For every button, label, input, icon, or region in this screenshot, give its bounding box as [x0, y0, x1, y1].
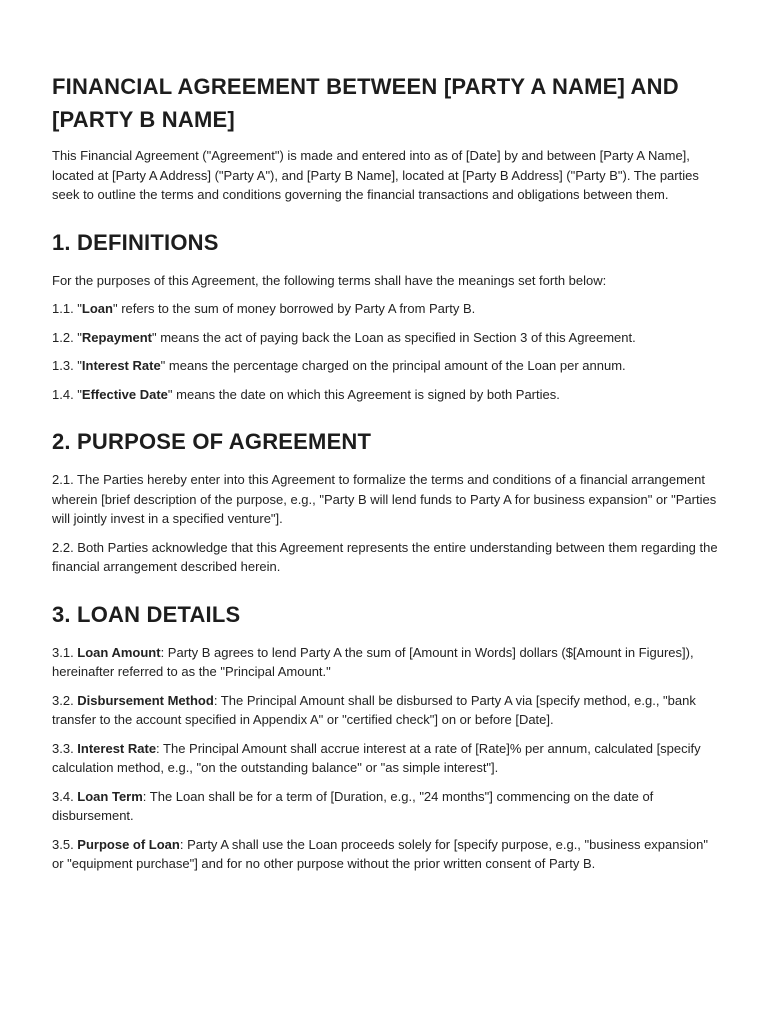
clause-term: Loan Amount — [77, 644, 161, 660]
clause-loan-amount: 3.1. Loan Amount: Party B agrees to lend Party A the sum of [Amount in Words] dollars ($[Amount in Figures]), hereinafter referred to as the "Principal Amount." — [52, 644, 694, 679]
clause-term: Disbursement Method — [77, 692, 214, 708]
paragraph: 2.1. The Parties hereby enter into this Agreement to formalize the terms and conditions of a financial arrangement wherein [brief description of the purpose, e.g., "Party B will lend funds to Party A for business expansion" or "Parties will jointly invest in a specified venture"]. — [52, 472, 717, 526]
defined-term: Effective Date — [81, 386, 168, 402]
section-loan-details — [52, 601, 720, 874]
clause-interest-rate: 3.3. Interest Rate: The Principal Amount shall accrue interest at a rate of [Rate]% per annum, calculated [specify calculation method, e.g., "on the outstanding balance" or "as simple interest"]. — [52, 740, 701, 775]
document-page — [52, 70, 720, 883]
defined-term: Interest Rate — [81, 358, 161, 373]
section-definitions — [52, 229, 720, 405]
clause-term: Purpose of Loan — [77, 836, 180, 852]
section-heading: 3. LOAN DETAILS — [52, 601, 241, 627]
definition-loan: 1.1. "Loan" refers to the sum of money borrowed by Party A from Party B. — [52, 301, 476, 316]
definition-repayment: 1.2. "Repayment" means the act of paying back the Loan as specified in Section 3 of this Agreement. — [52, 329, 636, 345]
clause-disbursement-method: 3.2. Disbursement Method: The Principal Amount shall be disbursed to Party A via [specify method, e.g., "bank transfer to the account specified in Appendix A" or "certified check"] on or before [Date]. — [52, 692, 696, 727]
definition-interest-rate: 1.3. "Interest Rate" means the percentage charged on the principal amount of the Loan per annum. — [52, 358, 626, 373]
defined-term: Repayment — [81, 329, 152, 345]
section-purpose — [52, 428, 720, 577]
defined-term: Loan — [81, 301, 113, 316]
intro-paragraph: This Financial Agreement ("Agreement") is made and entered into as of [Date] by and between [Party A Name], located at [Party A Address] ("Party A"), and [Party B Name], located at [Party B Address] ("Party B"). The parties seek to outline the terms and conditions governing the financial transactions and obligations between them. — [52, 148, 699, 202]
clause-term: Loan Term — [77, 788, 143, 804]
definition-effective-date: 1.4. "Effective Date" means the date on which this Agreement is signed by both Parties. — [52, 386, 560, 402]
clause-loan-term: 3.4. Loan Term: The Loan shall be for a term of [Duration, e.g., "24 months"] commencing on the date of disbursement. — [52, 788, 654, 823]
paragraph: 2.2. Both Parties acknowledge that this Agreement represents the entire understanding between them regarding the financial arrangement described herein. — [52, 539, 718, 574]
paragraph: For the purposes of this Agreement, the following terms shall have the meanings set forth below: — [52, 272, 607, 288]
clause-term: Interest Rate — [77, 740, 157, 756]
document-title: FINANCIAL AGREEMENT BETWEEN [PARTY A NAME] AND [PARTY B NAME] — [52, 74, 679, 132]
clause-purpose-of-loan: 3.5. Purpose of Loan: Party A shall use the Loan proceeds solely for [specify purpose, e.g., "business expansion" or "equipment purchase"] and for no other purpose without the prior written consent of Party B. — [52, 836, 708, 871]
section-heading: 2. PURPOSE OF AGREEMENT — [52, 429, 372, 454]
section-heading: 1. DEFINITIONS — [52, 229, 219, 255]
